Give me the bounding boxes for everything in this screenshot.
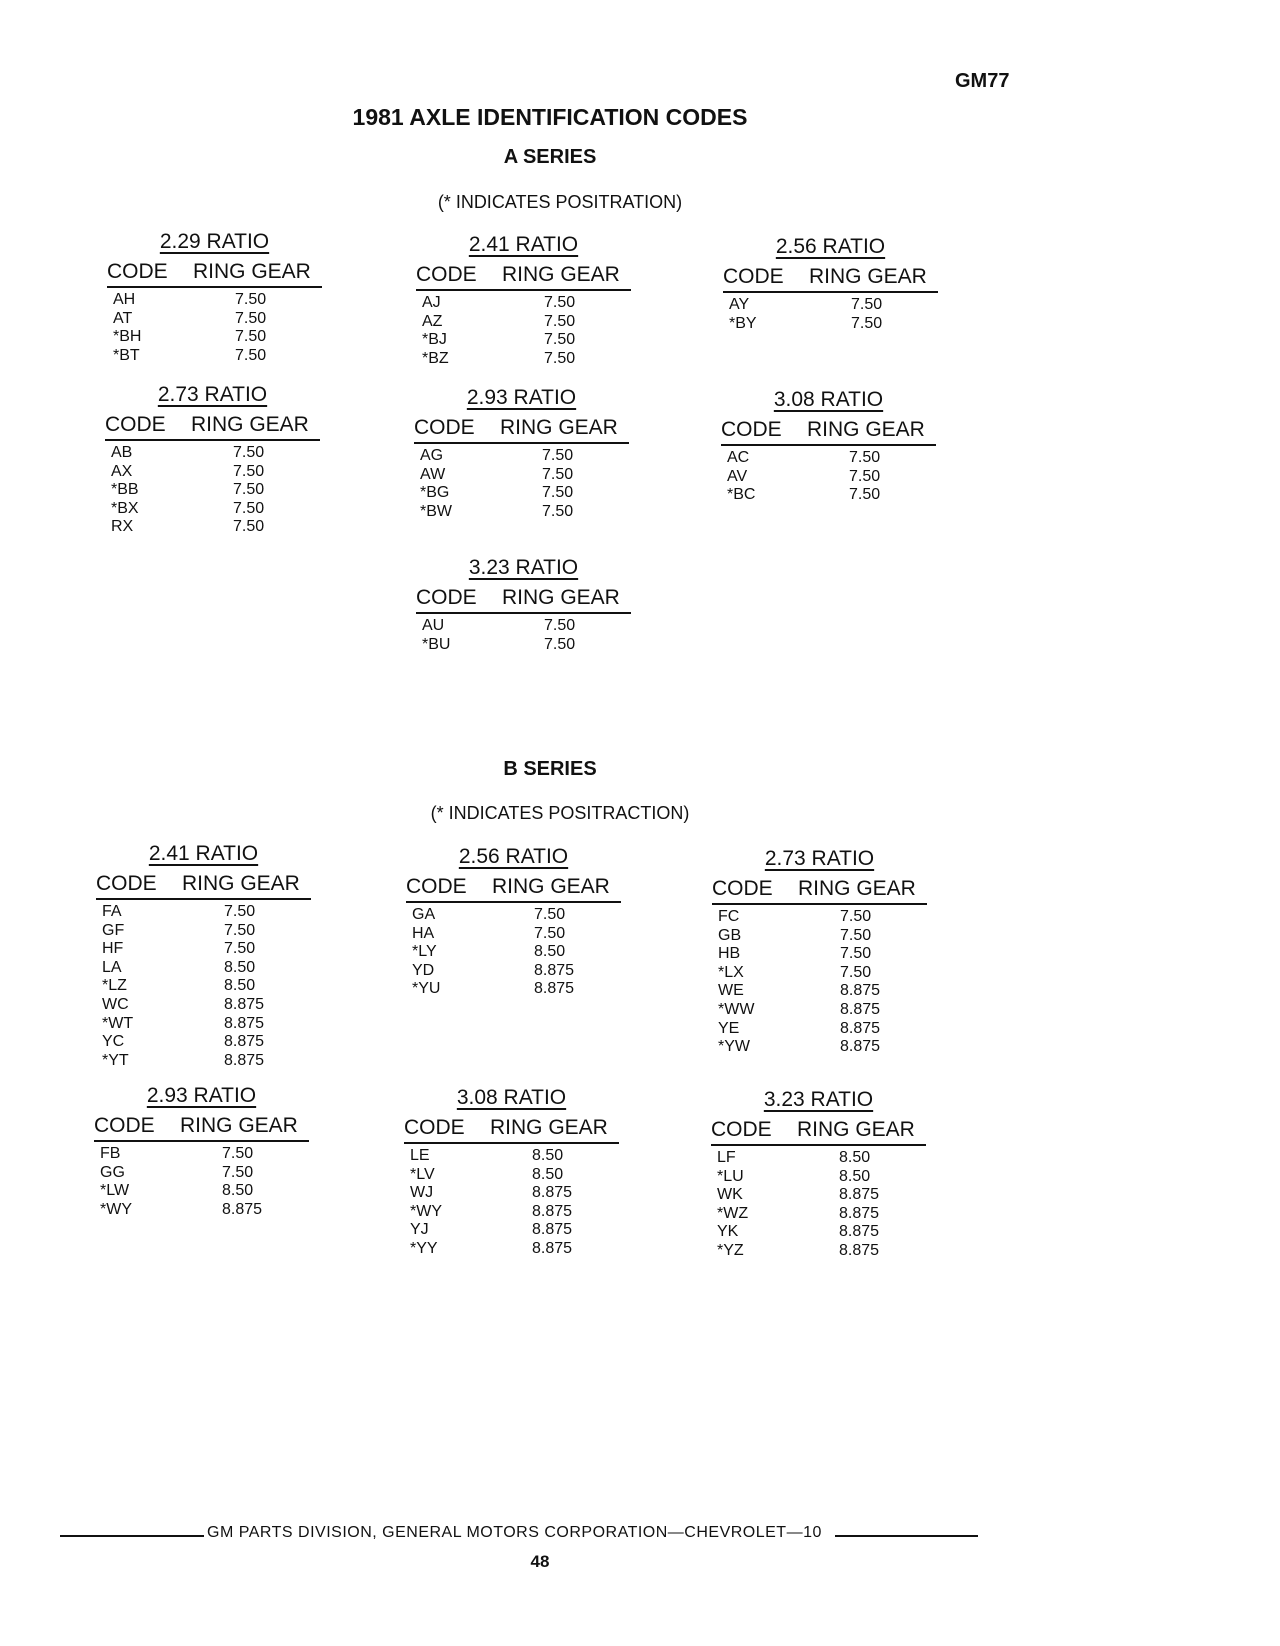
table-row <box>105 500 320 519</box>
axle-code: *YU <box>412 980 441 998</box>
code-header: CODE <box>711 1118 772 1141</box>
axle-code: AV <box>727 467 748 485</box>
column-headers <box>414 416 629 444</box>
column-headers <box>94 1114 309 1142</box>
ratio-title: 3.08 RATIO <box>773 388 884 411</box>
ratio-title: 2.93 RATIO <box>466 386 577 409</box>
axle-code: *WT <box>102 1014 134 1032</box>
series-a-note: (* INDICATES POSITRATION) <box>437 192 683 212</box>
ring-gear-size: 7.50 <box>222 1145 254 1162</box>
axle-code: AX <box>111 462 133 480</box>
axle-code: LA <box>102 958 122 976</box>
ring-gear-size: 8.875 <box>839 1204 880 1222</box>
axle-code: YJ <box>410 1221 429 1239</box>
ring-gear-header: RING GEAR <box>182 872 300 895</box>
ring-gear-size: 7.50 <box>840 908 872 925</box>
ring-gear-size: 8.875 <box>224 1051 265 1069</box>
ring-gear-header: RING GEAR <box>492 875 610 898</box>
axle-code: *BJ <box>422 331 447 349</box>
axle-code: WE <box>718 982 744 1000</box>
column-headers <box>416 263 631 291</box>
code-header: CODE <box>721 418 782 441</box>
table-row <box>416 350 631 369</box>
table-row <box>712 1001 927 1020</box>
ring-gear-header: RING GEAR <box>797 1118 915 1141</box>
axle-code: GB <box>718 926 742 944</box>
series-b-title: B SERIES <box>503 758 597 780</box>
ring-gear-size: 8.875 <box>840 1000 881 1018</box>
table-row <box>94 1164 309 1183</box>
ring-gear-header: RING GEAR <box>807 418 925 441</box>
ring-gear-size: 8.875 <box>840 1038 881 1056</box>
ring-gear-size: 7.50 <box>542 447 574 464</box>
column-headers <box>96 872 311 900</box>
axle-code: YE <box>718 1019 740 1037</box>
table-row <box>94 1145 309 1164</box>
ring-gear-size: 8.50 <box>222 1182 254 1200</box>
ratio-title: 2.93 RATIO <box>146 1084 257 1107</box>
table-row <box>406 980 621 999</box>
axle-code: *BB <box>111 481 139 499</box>
table-row <box>721 449 936 468</box>
table-row <box>404 1147 619 1166</box>
ring-gear-size: 8.50 <box>224 977 256 995</box>
footer-text: GM PARTS DIVISION, GENERAL MOTORS CORPORATION—CHEVROLET—10 <box>207 1524 822 1541</box>
axle-code: GG <box>100 1163 125 1181</box>
ring-gear-size: 7.50 <box>534 924 566 942</box>
series-b-ratio-table <box>94 1084 309 1219</box>
table-row <box>406 925 621 944</box>
ring-gear-header: RING GEAR <box>180 1114 298 1137</box>
axle-code: AC <box>727 449 750 466</box>
axle-code: *LZ <box>102 977 127 995</box>
table-row <box>107 310 322 329</box>
series-a-ratio-table <box>105 383 320 537</box>
table-row <box>416 636 631 655</box>
axle-code: *BU <box>422 635 451 653</box>
ring-gear-size: 7.50 <box>542 502 574 520</box>
ring-gear-size: 7.50 <box>235 291 267 308</box>
ring-gear-header: RING GEAR <box>502 586 620 609</box>
ring-gear-size: 7.50 <box>840 926 872 944</box>
series-b-ratio-table <box>711 1088 926 1261</box>
axle-code: *YZ <box>717 1241 744 1259</box>
axle-code: WJ <box>410 1184 434 1202</box>
table-row <box>96 1033 311 1052</box>
code-header: CODE <box>416 586 477 609</box>
ring-gear-size: 7.50 <box>840 945 872 963</box>
column-headers <box>721 418 936 446</box>
axle-code: YK <box>717 1223 739 1241</box>
table-row <box>721 468 936 487</box>
table-row <box>406 906 621 925</box>
axle-code: *LX <box>718 963 744 981</box>
axle-code: GF <box>102 921 125 939</box>
table-row <box>712 945 927 964</box>
ring-gear-size: 8.875 <box>840 982 881 1000</box>
ring-gear-size: 7.50 <box>235 346 267 364</box>
series-b-ratio-table <box>96 842 311 1070</box>
table-row <box>96 977 311 996</box>
axle-code: *BG <box>420 484 450 502</box>
footer-rule-left <box>60 1535 204 1537</box>
ring-gear-size: 8.50 <box>224 958 256 976</box>
table-row <box>414 447 629 466</box>
table-row <box>105 444 320 463</box>
ring-gear-size: 7.50 <box>235 309 267 327</box>
axle-code: *YW <box>718 1038 750 1056</box>
ring-gear-size: 7.50 <box>235 328 267 346</box>
table-row <box>711 1168 926 1187</box>
column-headers <box>416 586 631 614</box>
ring-gear-size: 7.50 <box>851 314 883 332</box>
ring-gear-size: 8.875 <box>224 995 265 1013</box>
code-header: CODE <box>404 1116 465 1139</box>
table-row <box>711 1149 926 1168</box>
ring-gear-size: 7.50 <box>233 481 265 499</box>
ring-gear-size: 7.50 <box>544 331 576 349</box>
ring-gear-size: 8.50 <box>534 943 566 961</box>
table-row <box>712 908 927 927</box>
table-row <box>105 518 320 537</box>
table-row <box>404 1240 619 1259</box>
ring-gear-size: 8.875 <box>532 1239 573 1257</box>
table-row <box>404 1221 619 1240</box>
code-header: CODE <box>96 872 157 895</box>
code-header: CODE <box>414 416 475 439</box>
table-row <box>712 1020 927 1039</box>
ring-gear-header: RING GEAR <box>502 263 620 286</box>
table-row <box>721 486 936 505</box>
series-a-ratio-table <box>721 388 936 505</box>
axle-code: *LY <box>412 943 437 961</box>
code-header: CODE <box>105 413 166 436</box>
table-row <box>105 463 320 482</box>
ring-gear-size: 8.875 <box>839 1223 880 1241</box>
table-row <box>416 294 631 313</box>
axle-code: *BY <box>729 314 757 332</box>
axle-code: AG <box>420 447 444 464</box>
axle-code: *WZ <box>717 1204 749 1222</box>
ring-gear-size: 7.50 <box>849 486 881 504</box>
axle-code: *BW <box>420 502 452 520</box>
code-header: CODE <box>712 877 773 900</box>
axle-code: HF <box>102 940 124 958</box>
ring-gear-header: RING GEAR <box>191 413 309 436</box>
table-row <box>711 1205 926 1224</box>
table-row <box>406 962 621 981</box>
table-row <box>94 1182 309 1201</box>
table-row <box>107 328 322 347</box>
table-row <box>406 943 621 962</box>
table-row <box>96 1052 311 1071</box>
axle-code: AU <box>422 617 445 634</box>
ratio-title: 2.41 RATIO <box>148 842 259 865</box>
table-row <box>416 617 631 636</box>
axle-code: RX <box>111 518 134 536</box>
ring-gear-size: 7.50 <box>233 518 265 536</box>
axle-code: *BH <box>113 328 142 346</box>
series-a-ratio-table <box>416 556 631 654</box>
ring-gear-size: 8.875 <box>534 961 575 979</box>
series-b-ratio-table <box>712 847 927 1057</box>
ratio-title: 2.56 RATIO <box>458 845 569 868</box>
axle-code: AH <box>113 291 136 308</box>
table-row <box>416 313 631 332</box>
ring-gear-size: 7.50 <box>224 921 256 939</box>
axle-code: AY <box>729 296 750 313</box>
axle-code: YD <box>412 961 435 979</box>
ring-gear-size: 7.50 <box>544 617 576 634</box>
series-b-ratio-table <box>406 845 621 999</box>
ring-gear-size: 8.50 <box>532 1147 564 1164</box>
axle-code: FA <box>102 903 122 920</box>
axle-code: *LU <box>717 1167 744 1185</box>
ring-gear-size: 8.875 <box>224 1033 265 1051</box>
axle-code: AB <box>111 444 133 461</box>
axle-code: *BT <box>113 346 140 364</box>
axle-code: HB <box>718 945 741 963</box>
ratio-title: 2.73 RATIO <box>764 847 875 870</box>
ratio-title: 2.73 RATIO <box>157 383 268 406</box>
ring-gear-size: 7.50 <box>222 1163 254 1181</box>
axle-code: *WY <box>100 1200 132 1218</box>
series-a-ratio-table <box>414 386 629 521</box>
ring-gear-size: 8.50 <box>532 1165 564 1183</box>
axle-code: GA <box>412 906 436 923</box>
axle-code: *BX <box>111 499 139 517</box>
code-header: CODE <box>94 1114 155 1137</box>
code-header: CODE <box>416 263 477 286</box>
table-row <box>96 1015 311 1034</box>
ring-gear-size: 7.50 <box>224 903 256 920</box>
table-row <box>416 331 631 350</box>
ring-gear-header: RING GEAR <box>193 260 311 283</box>
ring-gear-size: 7.50 <box>224 940 256 958</box>
ratio-title: 2.56 RATIO <box>775 235 886 258</box>
ring-gear-header: RING GEAR <box>500 416 618 439</box>
table-row <box>712 964 927 983</box>
ratio-title: 2.41 RATIO <box>468 233 579 256</box>
axle-code: LE <box>410 1147 430 1164</box>
series-a-ratio-table <box>107 230 322 365</box>
axle-code: WC <box>102 995 129 1013</box>
series-b-ratio-table <box>404 1086 619 1259</box>
table-row <box>107 347 322 366</box>
axle-code: *LW <box>100 1182 130 1200</box>
ring-gear-size: 7.50 <box>233 462 265 480</box>
doc-code: GM77 <box>955 70 1010 92</box>
code-header: CODE <box>107 260 168 283</box>
table-row <box>712 927 927 946</box>
table-row <box>414 466 629 485</box>
table-row <box>96 940 311 959</box>
ring-gear-size: 7.50 <box>849 467 881 485</box>
axle-code: AW <box>420 465 446 483</box>
ring-gear-size: 7.50 <box>851 296 883 313</box>
column-headers <box>712 877 927 905</box>
axle-code: AJ <box>422 294 441 311</box>
series-a-title: A SERIES <box>503 146 597 168</box>
table-row <box>404 1166 619 1185</box>
table-row <box>711 1223 926 1242</box>
axle-code: FC <box>718 908 740 925</box>
table-row <box>712 1038 927 1057</box>
table-row <box>96 959 311 978</box>
axle-code: FB <box>100 1145 121 1162</box>
code-header: CODE <box>723 265 784 288</box>
table-row <box>404 1184 619 1203</box>
axle-code: *YY <box>410 1239 438 1257</box>
axle-code: *WY <box>410 1202 442 1220</box>
ring-gear-size: 7.50 <box>233 499 265 517</box>
table-row <box>723 315 938 334</box>
column-headers <box>406 875 621 903</box>
axle-code: *LV <box>410 1165 435 1183</box>
page-title: 1981 AXLE IDENTIFICATION CODES <box>352 104 748 130</box>
ring-gear-header: RING GEAR <box>490 1116 608 1139</box>
series-a-ratio-table <box>723 235 938 333</box>
ratio-title: 2.29 RATIO <box>159 230 270 253</box>
ring-gear-size: 8.875 <box>532 1202 573 1220</box>
ring-gear-size: 7.50 <box>544 312 576 330</box>
ring-gear-header: RING GEAR <box>798 877 916 900</box>
table-row <box>107 291 322 310</box>
axle-code: HA <box>412 924 435 942</box>
ring-gear-size: 7.50 <box>542 465 574 483</box>
series-b-note: (* INDICATES POSITRACTION) <box>430 803 690 823</box>
column-headers <box>404 1116 619 1144</box>
axle-code: WK <box>717 1186 743 1204</box>
column-headers <box>723 265 938 293</box>
axle-code: AZ <box>422 312 443 330</box>
table-row <box>711 1242 926 1261</box>
ring-gear-size: 8.875 <box>224 1014 265 1032</box>
axle-code: YC <box>102 1033 125 1051</box>
ring-gear-size: 8.875 <box>840 1019 881 1037</box>
axle-code: AT <box>113 309 133 327</box>
table-row <box>105 481 320 500</box>
ratio-title: 3.23 RATIO <box>763 1088 874 1111</box>
ring-gear-size: 7.50 <box>544 294 576 311</box>
footer-rule-right <box>835 1535 978 1537</box>
ring-gear-size: 8.875 <box>839 1186 880 1204</box>
table-row <box>414 503 629 522</box>
table-row <box>723 296 938 315</box>
table-row <box>96 903 311 922</box>
ratio-title: 3.23 RATIO <box>468 556 579 579</box>
ring-gear-size: 7.50 <box>542 484 574 502</box>
page-number: 48 <box>530 1552 550 1571</box>
axle-code: LF <box>717 1149 736 1166</box>
ring-gear-size: 7.50 <box>534 906 566 923</box>
column-headers <box>711 1118 926 1146</box>
axle-code: *BZ <box>422 349 449 367</box>
axle-code: *WW <box>718 1000 755 1018</box>
ring-gear-size: 8.875 <box>532 1184 573 1202</box>
column-headers <box>107 260 322 288</box>
ring-gear-size: 7.50 <box>544 349 576 367</box>
ring-gear-size: 7.50 <box>849 449 881 466</box>
ring-gear-size: 8.50 <box>839 1149 871 1166</box>
table-row <box>96 922 311 941</box>
axle-code: *YT <box>102 1051 129 1069</box>
table-row <box>96 996 311 1015</box>
table-row <box>94 1201 309 1220</box>
ring-gear-size: 7.50 <box>840 963 872 981</box>
table-row <box>711 1186 926 1205</box>
table-row <box>414 484 629 503</box>
code-header: CODE <box>406 875 467 898</box>
ring-gear-size: 8.50 <box>839 1167 871 1185</box>
table-row <box>712 982 927 1001</box>
ring-gear-size: 8.875 <box>532 1221 573 1239</box>
ring-gear-size: 7.50 <box>544 635 576 653</box>
ring-gear-size: 8.875 <box>222 1200 263 1218</box>
ring-gear-size: 8.875 <box>534 980 575 998</box>
axle-code: *BC <box>727 486 756 504</box>
column-headers <box>105 413 320 441</box>
series-a-ratio-table <box>416 233 631 368</box>
ring-gear-header: RING GEAR <box>809 265 927 288</box>
table-row <box>404 1203 619 1222</box>
ratio-title: 3.08 RATIO <box>456 1086 567 1109</box>
ring-gear-size: 8.875 <box>839 1241 880 1259</box>
ring-gear-size: 7.50 <box>233 444 265 461</box>
